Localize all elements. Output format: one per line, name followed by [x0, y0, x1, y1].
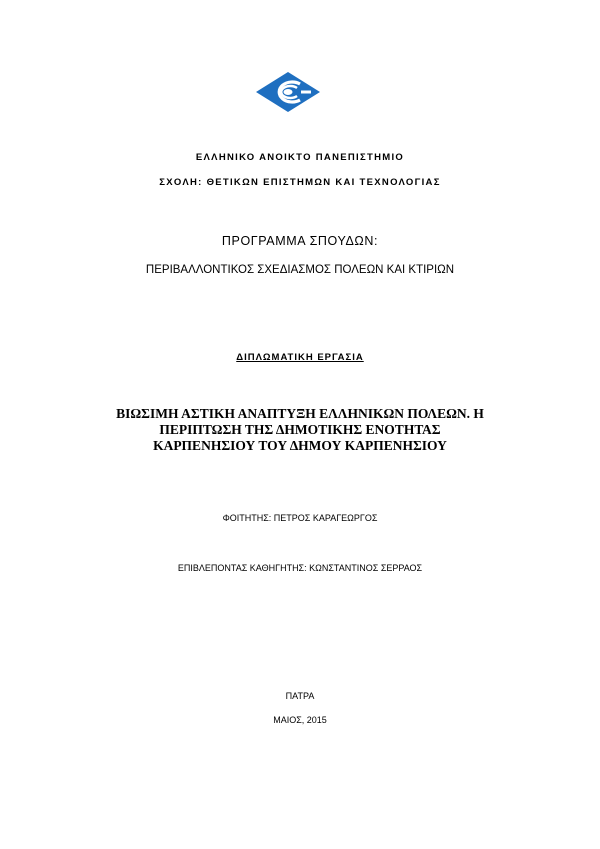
- thesis-title-line: ΚΑΡΠΕΝΗΣΙΟΥ ΤΟΥ ΔΗΜΟΥ ΚΑΡΠΕΝΗΣΙΟΥ: [153, 438, 447, 453]
- thesis-type: ΔΙΠΛΩΜΑΤΙΚΗ ΕΡΓΑΣΙΑ: [236, 352, 364, 363]
- program-label: ΠΡΟΓΡΑΜΜΑ ΣΠΟΥΔΩΝ:: [221, 234, 379, 248]
- program-name: ΠΕΡΙΒΑΛΛΟΝΤΙΚΟΣ ΣΧΕΔΙΑΣΜΟΣ ΠΟΛΕΩΝ ΚΑΙ ΚΤΙΡΙΩΝ: [145, 264, 455, 276]
- school-name: ΣΧΟΛΗ: ΘΕΤΙΚΩΝ ΕΠΙΣΤΗΜΩΝ ΚΑΙ ΤΕΧΝΟΛΟΓΙΑΣ: [159, 177, 441, 188]
- thesis-title-line: ΒΙΩΣΙΜΗ ΑΣΤΙΚΗ ΑΝΑΠΤΥΞΗ ΕΛΛΗΝΙΚΩΝ ΠΟΛΕΩΝ. Η: [116, 406, 484, 421]
- date: ΜΑΙΟΣ, 2015: [273, 715, 327, 725]
- university-name: ΕΛΛΗΝΙΚΟ ΑΝΟΙΚΤΟ ΠΑΝΕΠΙΣΤΗΜΙΟ: [195, 152, 405, 163]
- city: ΠΑΤΡΑ: [285, 691, 315, 701]
- supervisor-name: ΕΠΙΒΛΕΠΟΝΤΑΣ ΚΑΘΗΓΗΤΗΣ: ΚΩΝΣΤΑΝΤΙΝΟΣ ΣΕΡΡΑΟΣ: [177, 563, 423, 573]
- university-logo-icon: [256, 72, 320, 112]
- student-name: ΦΟΙΤΗΤΗΣ: ΠΕΤΡΟΣ ΚΑΡΑΓΕΩΡΓΟΣ: [222, 513, 378, 523]
- thesis-title: [0, 406, 600, 454]
- thesis-title-line: ΠΕΡΙΠΤΩΣΗ ΤΗΣ ΔΗΜΟΤΙΚΗΣ ΕΝΟΤΗΤΑΣ: [159, 422, 441, 437]
